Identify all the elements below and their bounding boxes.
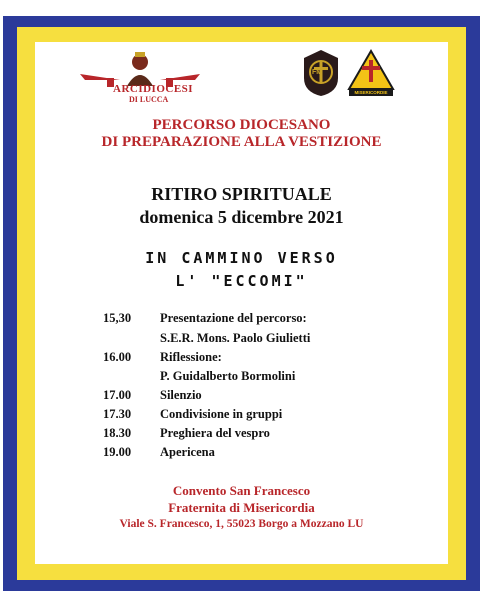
heading-line-1: PERCORSO DIOCESANO (152, 117, 331, 133)
theme-line-1: IN CAMMINO VERSO (145, 249, 338, 267)
program-desc: S.E.R. Mons. Paolo Giulietti (160, 331, 311, 345)
fm-monogram: FM (312, 69, 323, 76)
heading-line-2: DI PREPARAZIONE ALLA VESTIZIONE (101, 134, 382, 150)
program-desc: Preghiera del vespro (160, 426, 270, 440)
program-desc: P. Guidalberto Bormolini (160, 369, 296, 383)
program-desc: Riflessione: (160, 350, 222, 364)
program-time: 19.00 (103, 445, 132, 459)
lucca-label: DI LUCCA (129, 95, 169, 104)
program-desc: Silenzio (160, 388, 202, 402)
misericordie-label: MISERICORDIE (354, 90, 388, 95)
program-desc: Apericena (160, 445, 215, 459)
program-desc: Condivisione in gruppi (160, 407, 283, 421)
program-time: 17.30 (103, 407, 132, 421)
program-time: 17.00 (103, 388, 132, 402)
theme-line-2: L' "ECCOMI" (175, 272, 308, 290)
event-date: domenica 5 dicembre 2021 (139, 207, 344, 227)
footer-organization: Fraternita di Misericordia (168, 500, 315, 515)
event-title: RITIRO SPIRITUALE (151, 184, 332, 204)
program-desc: Presentazione del percorso: (160, 311, 307, 325)
program-time: 16.00 (103, 350, 132, 364)
footer-address: Viale S. Francesco, 1, 55023 Borgo a Mozzano LU (119, 518, 364, 530)
footer-venue: Convento San Francesco (172, 483, 311, 498)
program-time: 18.30 (103, 426, 132, 440)
program-time: 15,30 (103, 311, 132, 325)
arcidiocesi-label: ARCIDIOCESI (113, 83, 194, 95)
